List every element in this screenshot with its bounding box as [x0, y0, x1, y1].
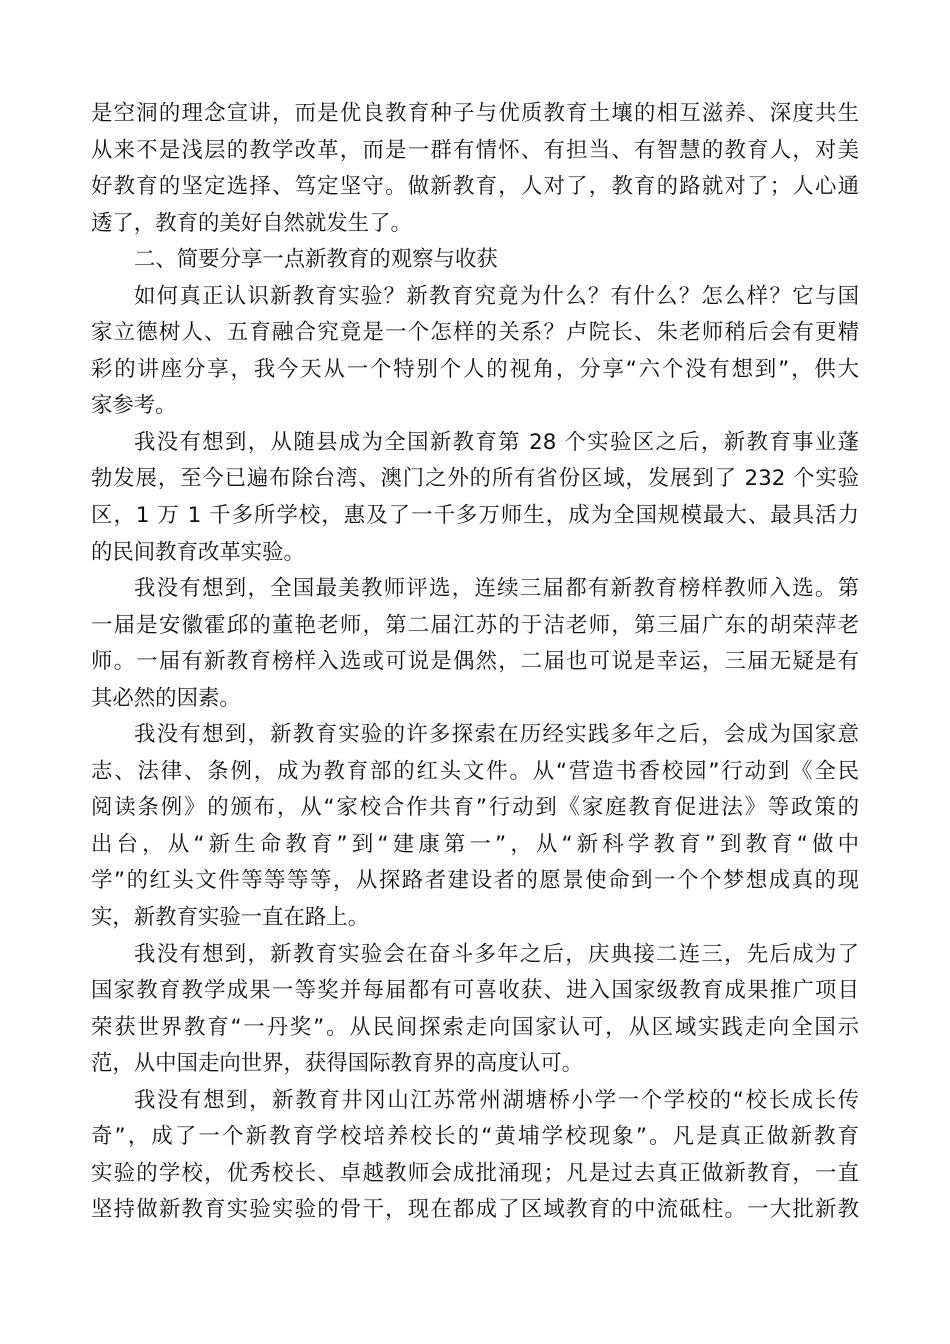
text-line: 实，新教育实验一直在路上。 [91, 905, 370, 931]
text-line: 我没有想到，新教育井冈山江苏常州湖塘桥小学一个学校的“校长成长传 [134, 1087, 859, 1113]
text-line: 的民间教育改革实验。 [91, 539, 305, 565]
text-line: 荣获世界教育“一丹奖”。从民间探索走向国家认可，从区域实践走向全国示 [91, 1014, 859, 1040]
text-line: 从来不是浅层的教学改革，而是一群有情怀、有担当、有智慧的教育人，对美 [91, 137, 859, 163]
text-line: 彩的讲座分享，我今天从一个特别个人的视角，分享“六个没有想到”，供大 [91, 356, 859, 382]
text-line: 国家教育教学成果一等奖并每届都有可喜收获、进入国家级教育成果推广项目 [91, 978, 859, 1004]
text-line: 学”的红头文件等等等等，从探路者建设者的愿景使命到一个个梦想成真的现 [91, 868, 859, 894]
text-line: 勃发展，至今已遍布除台湾、澳门之外的所有省份区域，发展到了 232 个实验 [91, 466, 859, 492]
text-line: 我没有想到，从随县成为全国新教育第 28 个实验区之后，新教育事业蓬 [134, 429, 859, 455]
text-line: 二、简要分享一点新教育的观察与收获 [134, 247, 498, 273]
document-body [91, 96, 859, 1229]
text-line: 一届是安徽霍邱的董艳老师，第二届江苏的于洁老师，第三届广东的胡荣萍老 [91, 612, 859, 638]
text-line: 如何真正认识新教育实验？新教育究竟为什么？有什么？怎么样？它与国 [134, 283, 859, 309]
document-page [91, 96, 859, 1229]
text-line: 实验的学校，优秀校长、卓越教师会成批涌现；凡是过去真正做新教育，一直 [91, 1160, 859, 1186]
text-line: 范，从中国走向世界，获得国际教育界的高度认可。 [91, 1051, 583, 1077]
text-line: 我没有想到，新教育实验的许多探索在历经实践多年之后，会成为国家意 [134, 722, 859, 748]
text-line: 家立德树人、五育融合究竟是一个怎样的关系？卢院长、朱老师稍后会有更精 [91, 320, 859, 346]
text-line: 好教育的坚定选择、笃定坚守。做新教育，人对了，教育的路就对了；人心通 [91, 174, 859, 200]
text-line: 奇”，成了一个新教育学校培养校长的“黄埔学校现象”。凡是真正做新教育 [91, 1124, 859, 1150]
text-line: 家参考。 [91, 393, 177, 419]
text-line: 其必然的因素。 [91, 685, 241, 711]
text-line: 出台，从“新生命教育”到“建康第一”，从“新科学教育”到教育“做中 [91, 831, 859, 857]
text-line: 坚持做新教育实验实验的骨干，现在都成了区域教育的中流砥柱。一大批新教 [91, 1197, 859, 1223]
text-line: 阅读条例》的颁布，从“家校合作共育”行动到《家庭教育促进法》等政策的 [91, 795, 859, 821]
text-line: 我没有想到，新教育实验会在奋斗多年之后，庆典接二连三，先后成为了 [134, 941, 859, 967]
text-line: 志、法律、条例，成为教育部的红头文件。从“营造书香校园”行动到《全民 [91, 758, 859, 784]
text-line: 是空洞的理念宣讲，而是优良教育种子与优质教育土壤的相互滋养、深度共生 [91, 101, 859, 126]
text-line: 我没有想到，全国最美教师评选，连续三届都有新教育榜样教师入选。第 [134, 576, 859, 602]
text-line: 区，1 万 1 千多所学校，惠及了一千多万师生，成为全国规模最大、最具活力 [91, 503, 859, 529]
text-line: 师。一届有新教育榜样入选或可说是偶然，二届也可说是幸运，三届无疑是有 [91, 649, 859, 675]
text-line: 透了，教育的美好自然就发生了。 [91, 210, 412, 236]
